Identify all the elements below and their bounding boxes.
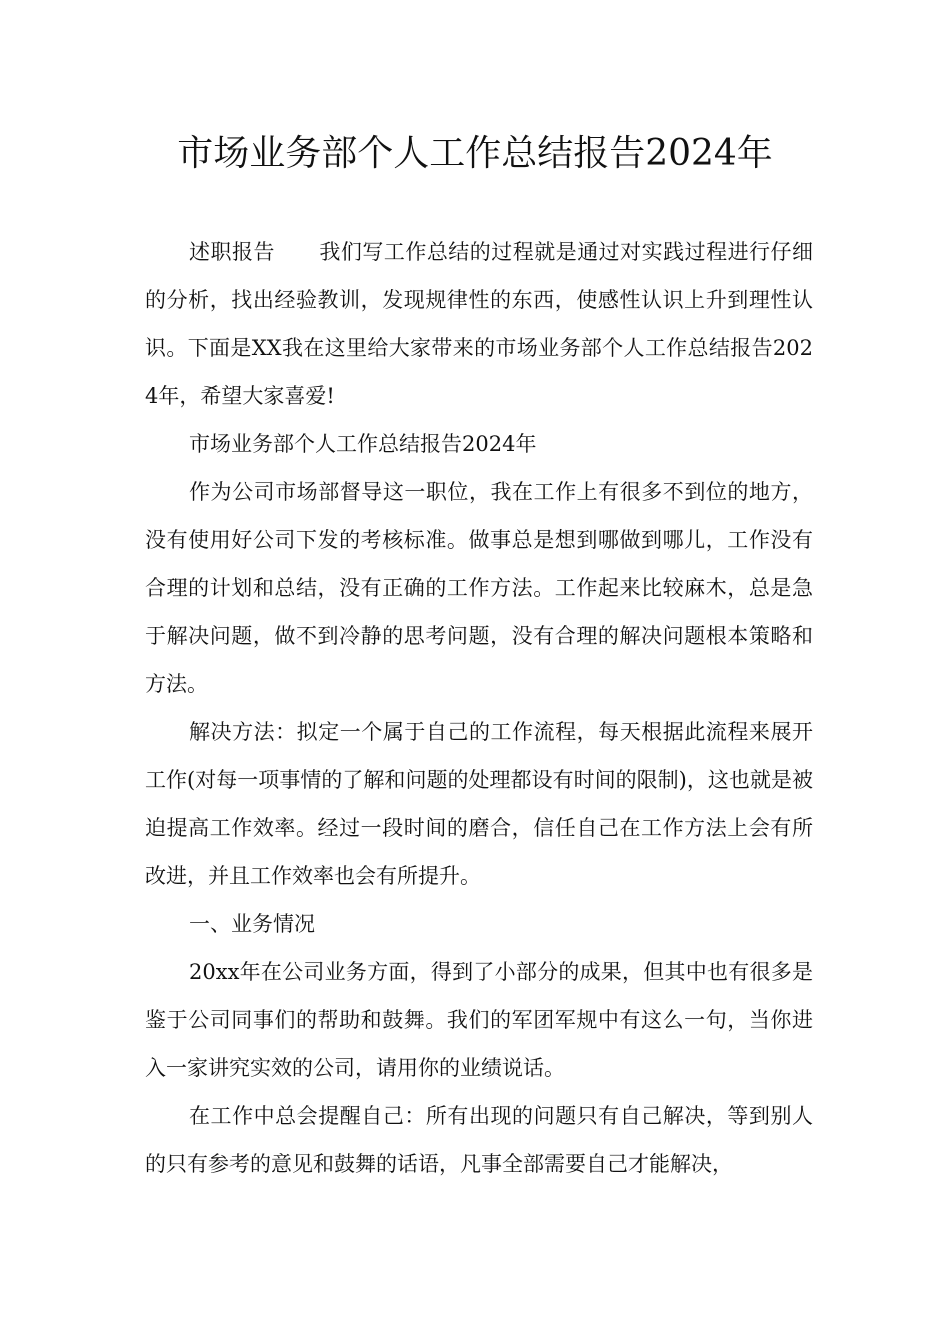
intro-paragraph	[145, 228, 813, 420]
paragraph-self-assessment: 作为公司市场部督导这一职位，我在工作上有很多不到位的地方，没有使用好公司下发的考核标准。做事总是想到哪做到哪儿，工作没有合理的计划和总结，没有正确的工作方法。工作起来比较麻木，总是急于解决问题，做不到冷静的思考问题，没有合理的解决问题根本策略和方法。	[145, 480, 813, 696]
paragraph-subtitle: 市场业务部个人工作总结报告2024年	[189, 432, 537, 456]
intro-text: 我们写工作总结的过程就是通过对实践过程进行仔细的分析，找出经验教训，发现规律性的东西，使感性认识上升到理性认识。下面是XX我在这里给大家带来的市场业务部个人工作总结报告2024年，希望大家喜爱!	[145, 240, 814, 408]
paragraph-solution: 解决方法：拟定一个属于自己的工作流程，每天根据此流程来展开工作(对每一项事情的了解和问题的处理都设有时间的限制)，这也就是被迫提高工作效率。经过一段时间的磨合，信任自己在工作方法上会有所改进，并且工作效率也会有所提升。	[145, 720, 813, 888]
section-heading-business: 一、业务情况	[189, 912, 315, 936]
paragraph-reminder: 在工作中总会提醒自己：所有出现的问题只有自己解决，等到别人的只有参考的意见和鼓舞的话语，凡事全部需要自己才能解决，	[145, 1104, 813, 1176]
document-body	[145, 228, 813, 1188]
document-title: 市场业务部个人工作总结报告2024年	[177, 133, 773, 174]
paragraph-business: 20xx年在公司业务方面，得到了小部分的成果，但其中也有很多是鉴于公司同事们的帮助和鼓舞。我们的军团军规中有这么一句，当你进入一家讲究实效的公司，请用你的业绩说话。	[145, 960, 813, 1080]
intro-label: 述职报告	[189, 240, 275, 264]
